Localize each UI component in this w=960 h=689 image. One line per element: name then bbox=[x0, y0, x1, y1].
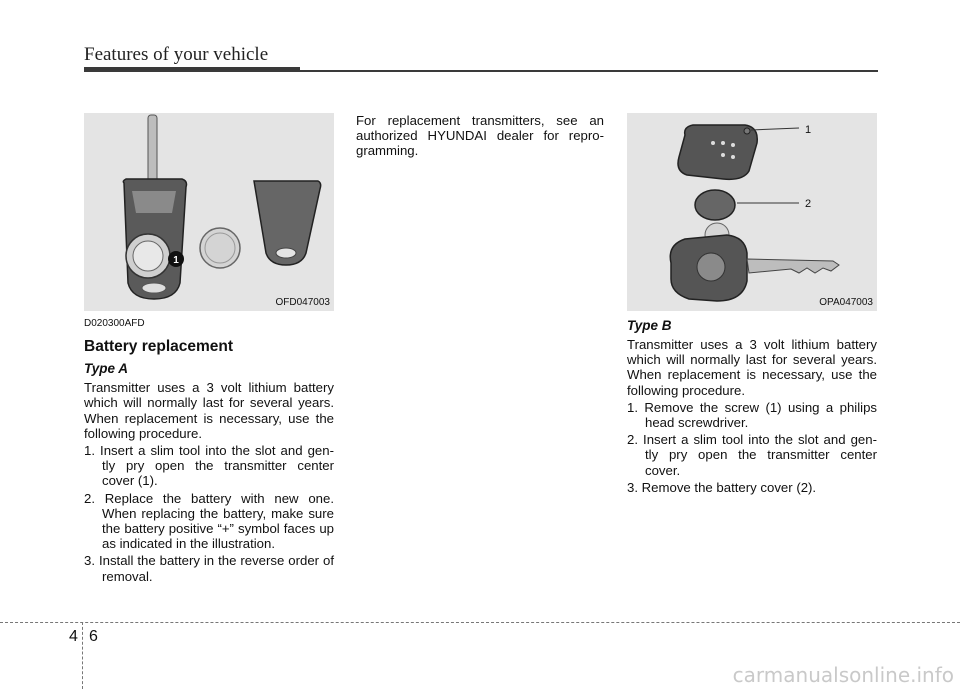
figure-type-b-key bbox=[627, 113, 877, 311]
document-code: D020300AFD bbox=[84, 318, 145, 329]
flip-key-illustration bbox=[84, 113, 334, 311]
type-b-step: 3. Remove the battery cover (2). bbox=[627, 479, 817, 495]
figure-b-callout-2: 2 bbox=[805, 198, 812, 210]
middle-text-column bbox=[356, 113, 604, 161]
type-a-step: 1. Insert a slim tool into the slot and gen-tly pry open the transmitter center cover (1). bbox=[84, 443, 334, 489]
figure-b-code: OPA047003 bbox=[819, 297, 873, 308]
type-a-intro: Transmitter uses a 3 volt lithium battery which will normally last for several years. When replacement is necessary, use the following procedure. bbox=[84, 380, 334, 441]
type-b-step: 1. Remove the screw (1) using a philips head screwdriver. bbox=[627, 399, 877, 431]
type-a-steps bbox=[84, 443, 334, 584]
right-text-column bbox=[627, 317, 877, 497]
type-b-steps bbox=[627, 400, 877, 495]
figure-b-callout-1: 1 bbox=[805, 124, 812, 136]
section-title: Battery replacement bbox=[84, 338, 234, 356]
chapter-number: 4 bbox=[69, 628, 78, 645]
type-b-label: Type B bbox=[627, 318, 672, 333]
footer-rule bbox=[0, 622, 960, 623]
type-a-label: Type A bbox=[84, 361, 129, 377]
type-b-step: 2. Insert a slim tool into the slot and gen-tly pry open the transmitter center cover. bbox=[627, 432, 877, 478]
type-a-step: 2. Replace the battery with new one. When replacing the battery, make sure the battery positive “+” symbol faces up as indicated in the illustration. bbox=[84, 490, 334, 552]
fixed-key-illustration bbox=[627, 113, 877, 311]
header-rule-thin bbox=[300, 70, 878, 72]
figure-a-code: OFD047003 bbox=[275, 297, 330, 308]
figure-type-a-key bbox=[84, 113, 334, 311]
reprogramming-note: For replacement transmitters, see an authorized HYUNDAI dealer for repro-gramming. bbox=[356, 113, 604, 159]
page-header-title: Features of your vehicle bbox=[84, 44, 269, 65]
header-rule-thick bbox=[84, 67, 300, 72]
watermark: carmanualsonline.info bbox=[732, 663, 954, 687]
figure-a-callout-1: 1 bbox=[173, 255, 179, 266]
page-number: 6 bbox=[89, 628, 98, 645]
footer-divider bbox=[82, 622, 83, 689]
type-b-intro: Transmitter uses a 3 volt lithium battery which will normally last for several years. When replacement is necessary, use the following procedure. bbox=[627, 337, 877, 398]
left-text-column bbox=[84, 316, 334, 586]
type-a-step: 3. Install the battery in the reverse order of removal. bbox=[84, 553, 334, 584]
